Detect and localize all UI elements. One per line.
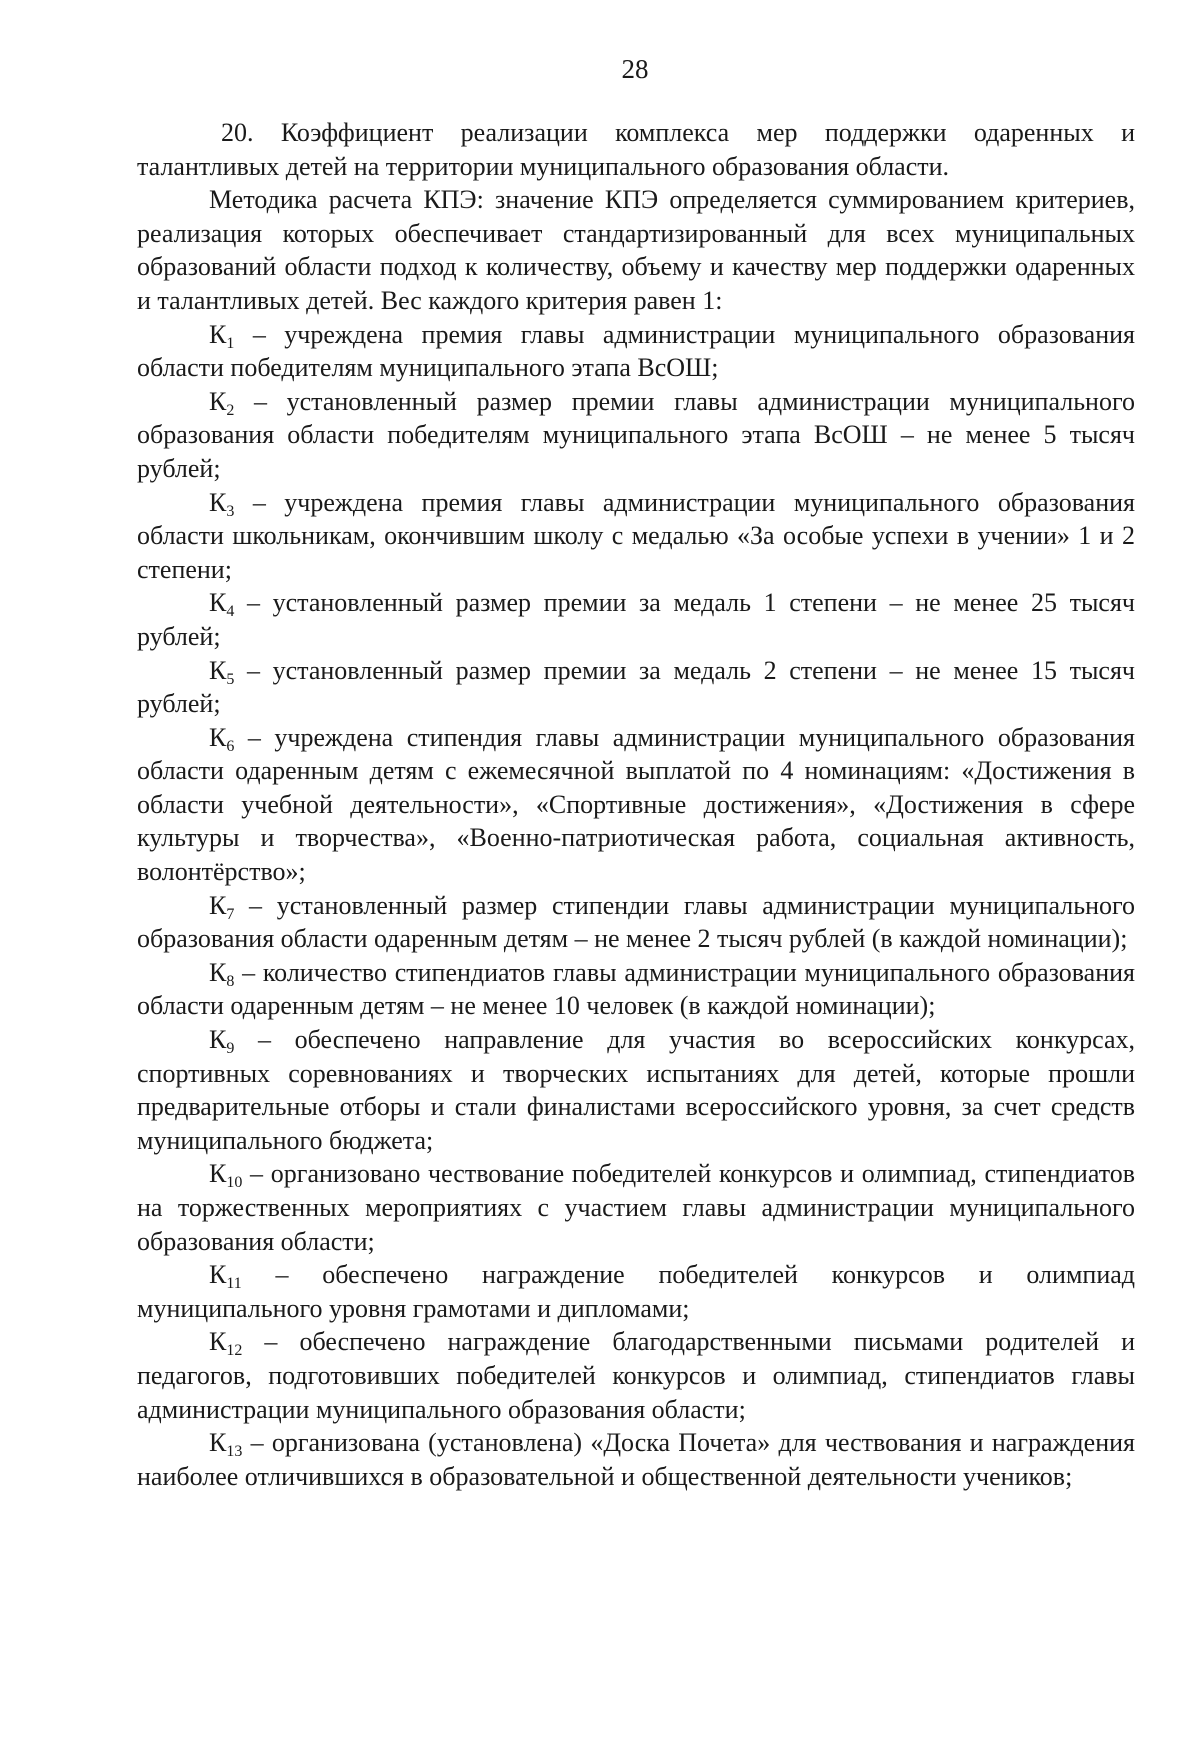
- criterion-label: $К_5$: [209, 655, 235, 688]
- paragraph-methodology: Методика расчета КПЭ: значение КПЭ определяется суммированием критериев, реализация которых обеспечивает стандартизированный для всех муниципальных образований области подход к количеству, объему и качеству мер поддержки одаренных и талантливых детей. Вес каждого критерия равен 1:: [137, 185, 1135, 315]
- criterion-text: – установленный размер премии главы администрации муниципального образования области победителям муниципального этапа ВсОШ – не менее 5 тысяч рублей;: [137, 386, 1135, 483]
- criterion-k4: [137, 586, 1135, 653]
- criterion-label: $К_{11}$: [209, 1260, 242, 1293]
- document-body: [137, 116, 1135, 1493]
- criterion-k13: [137, 1426, 1135, 1493]
- criterion-k1: [137, 318, 1135, 385]
- criterion-label: $К_8$: [209, 957, 235, 990]
- criterion-text: – обеспечено награждение благодарственными письмами родителей и педагогов, подготовивших победителей конкурсов и олимпиад, стипендиатов главы администрации муниципального образования области;: [137, 1327, 1135, 1424]
- criterion-text: – установленный размер стипендии главы администрации муниципального образования области одаренным детям – не менее 2 тысяч рублей (в каждой номинации);: [137, 890, 1135, 954]
- criterion-k8: [137, 956, 1135, 1023]
- criterion-label: $К_4$: [209, 588, 235, 621]
- criterion-k3: [137, 486, 1135, 587]
- criterion-label: $К_3$: [209, 487, 235, 520]
- criterion-k2: [137, 385, 1135, 486]
- criterion-k6: [137, 721, 1135, 889]
- criterion-label: $К_2$: [209, 386, 235, 419]
- criterion-label: $К_{13}$: [209, 1428, 243, 1461]
- criterion-label: $К_{10}$: [209, 1159, 243, 1192]
- criterion-label: $К_6$: [209, 722, 235, 755]
- criterion-text: – установленный размер премии за медаль 1 степени – не менее 25 тысяч рублей;: [137, 588, 1135, 651]
- criterion-k12: [137, 1325, 1135, 1426]
- criterion-text: – учреждена премия главы администрации муниципального образования области победителям муниципального этапа ВсОШ;: [137, 319, 1135, 383]
- criterion-text: – обеспечено направление для участия во всероссийских конкурсах, спортивных соревнованиях и творческих испытаниях для детей, которые прошли предварительные отборы и стали финалистами всероссийского уровня, за счет средств муниципального бюджета;: [137, 1025, 1135, 1155]
- criterion-text: – количество стипендиатов главы администрации муниципального образования области одаренным детям – не менее 10 человек (в каждой номинации);: [137, 957, 1135, 1021]
- criterion-k7: [137, 889, 1135, 956]
- criterion-text: – учреждена премия главы администрации муниципального образования области школьникам, окончившим школу с медалью «За особые успехи в учении» 1 и 2 степени;: [137, 487, 1135, 584]
- criterion-k10: [137, 1157, 1135, 1258]
- criterion-text: – организовано чествование победителей конкурсов и олимпиад, стипендиатов на торжественных мероприятиях с участием главы администрации муниципального образования области;: [137, 1159, 1135, 1256]
- criterion-label: $К_{12}$: [209, 1327, 243, 1360]
- criterion-k11: [137, 1258, 1135, 1325]
- criterion-text: – учреждена стипендия главы администрации муниципального образования области одаренным детям с ежемесячной выплатой по 4 номинациям: «Достижения в области учебной деятельности», «Спортивные достижения», «Достижения в сфере культуры и творчества», «Военно-патриотическая работа, социальная активность, волонтёрство»;: [137, 722, 1135, 887]
- criterion-label: $К_9$: [209, 1025, 235, 1058]
- criterion-label: $К_7$: [209, 890, 235, 923]
- paragraph-item-20: 20. Коэффициент реализации комплекса мер поддержки одаренных и талантливых детей на территории муниципального образования области.: [137, 118, 1135, 181]
- criterion-text: – установленный размер премии за медаль 2 степени – не менее 15 тысяч рублей;: [137, 655, 1135, 719]
- page-number: 28: [621, 54, 649, 84]
- criterion-text: – обеспечено награждение победителей конкурсов и олимпиад муниципального уровня грамотами и дипломами;: [137, 1260, 1135, 1323]
- criterion-label: $К_1$: [209, 319, 235, 352]
- criterion-k5: [137, 654, 1135, 721]
- criterion-k9: [137, 1023, 1135, 1157]
- criterion-text: – организована (установлена) «Доска Почета» для чествования и награждения наиболее отличившихся в образовательной и общественной деятельности учеников;: [137, 1428, 1135, 1491]
